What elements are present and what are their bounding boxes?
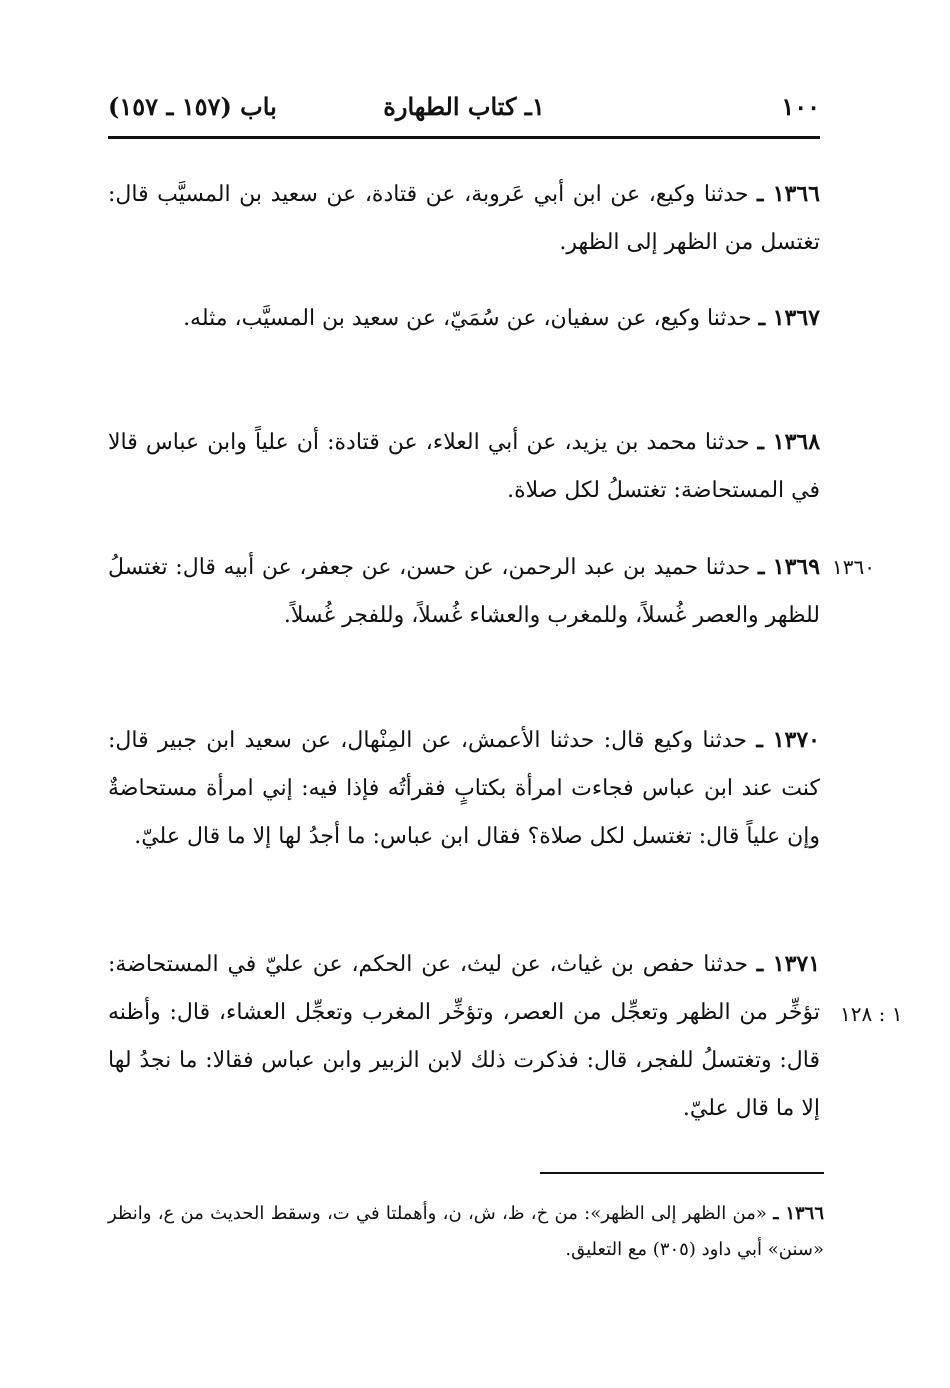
margin-reference: ١٣٦٠: [832, 555, 875, 579]
page-header: [108, 92, 820, 128]
hadith-1366: [108, 170, 820, 267]
hadith-text: حدثنا وكيع، عن سفيان، عن سُمَيّ، عن سعيد بن المسيَّب، مثله.: [183, 306, 752, 331]
footnote-text: «من الظهر إلى الظهر»: من خ، ظ، ش، ن، وأهملتا في ت، وسقط الحديث من ع، وانظر «سنن» أبي داود (٣٠٥) مع التعليق.: [108, 1203, 824, 1260]
page-number: ١٠٠: [781, 92, 820, 121]
hadith-text: حدثنا وكيع، عن ابن أبي عَروبة، عن قتادة، عن سعيد بن المسيَّب قال: تغتسل من الظهر إلى الظهر.: [108, 182, 820, 255]
hadith-text: حدثنا وكيع قال: حدثنا الأعمش، عن المِنْهال، عن سعيد ابن جبير قال: كنت عند ابن عباس فجاءت امرأة بكتابٍ فقرأتُه فإذا فيه: إني امرأة مستحاضةٌ وإن علياً قال: تغتسل لكل صلاة؟ فقال ابن عباس: ما أجدُ لها إلا ما قال عليّ.: [108, 728, 820, 849]
hadith-1369: [108, 543, 820, 640]
chapter-title: باب (١٥٧ ـ ١٥٧): [108, 92, 277, 121]
hadith-text: حدثنا حفص بن غياث، عن ليث، عن الحكم، عن عليّ في المستحاضة: تؤخِّر من الظهر وتعجِّل من العصر، وتؤخِّر المغرب وتعجِّل العشاء، قال: وأظنه قال: وتغتسلُ للفجر، قال: فذكرت ذلك لابن الزبير وابن عباس فقالا: ما نجدُ لها إلا ما قال عليّ.: [108, 952, 820, 1121]
hadith-number: ١٣٦٦ ـ: [757, 181, 820, 207]
hadith-number: ١٣٦٧ ـ: [758, 305, 820, 331]
hadith-1368: [108, 418, 820, 515]
hadith-1370: [108, 716, 820, 861]
hadith-text: حدثنا محمد بن يزيد، عن أبي العلاء، عن قتادة: أن علياً وابن عباس قالا في المستحاضة: تغتسلُ لكل صلاة.: [108, 430, 820, 503]
hadith-1367: [108, 294, 820, 343]
hadith-1371: [108, 940, 820, 1133]
footnote: [108, 1196, 824, 1268]
footnote-number: ١٣٦٦ ـ: [773, 1203, 824, 1224]
book-title: ١ـ كتاب الطهارة: [383, 92, 545, 121]
hadith-number: ١٣٧١ ـ: [756, 951, 821, 977]
footnote-divider: [540, 1172, 824, 1174]
hadith-number: ١٣٦٨ ـ: [757, 429, 821, 455]
hadith-text: حدثنا حميد بن عبد الرحمن، عن حسن، عن جعفر، عن أبيه قال: تغتسلُ للظهر والعصر غُسلاً، وللمغرب والعشاء غُسلاً، وللفجر غُسلاً.: [108, 555, 820, 628]
margin-reference: ١ : ١٢٨: [840, 1002, 903, 1026]
hadith-number: ١٣٧٠ ـ: [756, 727, 820, 753]
header-divider: [108, 136, 820, 139]
hadith-number: ١٣٦٩ ـ: [757, 554, 821, 580]
